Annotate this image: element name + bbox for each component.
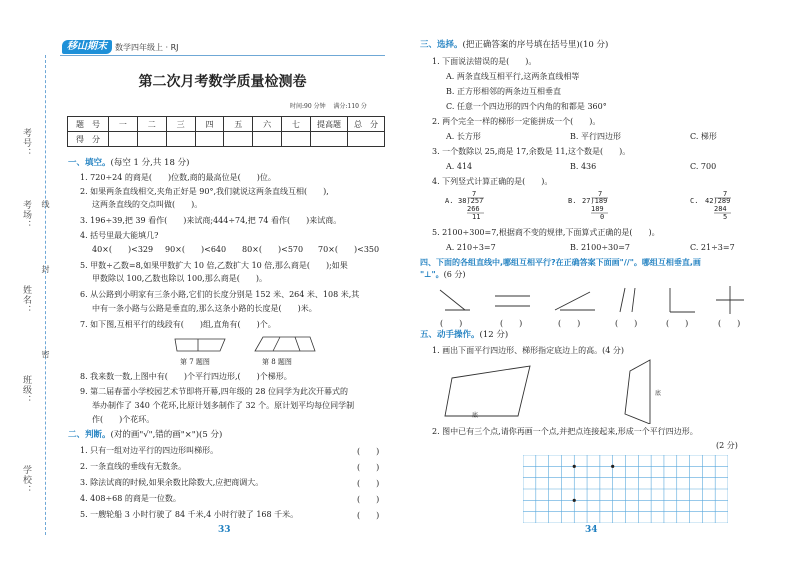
div-a-rem: 11 <box>472 213 481 221</box>
s3-q1: 1. 下面说法错误的是( )。 <box>432 57 537 66</box>
div-c-expr: 42)289 <box>705 197 731 205</box>
trapezoid-base-label: 底 <box>655 390 662 397</box>
section-4-title-2: "⊥"。 <box>420 270 444 279</box>
div-a-expr: 38)257 <box>458 197 484 205</box>
dot-grid[interactable] <box>523 455 728 523</box>
s4-answer-5[interactable]: ( ) <box>666 319 689 328</box>
fig8-line-1 <box>273 337 280 351</box>
score-col-1: 一 <box>109 117 138 132</box>
s3-q4-long-divisions <box>440 188 760 224</box>
s4-answer-1[interactable]: ( ) <box>440 319 463 328</box>
div-a-label: A. <box>445 197 454 205</box>
section-1-title: 一、填空。 <box>68 158 111 168</box>
section-1-note: (每空 1 分,共 18 分) <box>110 158 190 168</box>
grid-point <box>573 465 576 468</box>
parallelogram <box>445 366 530 416</box>
page-number-left: 33 <box>218 525 231 535</box>
score-table-header-row <box>68 117 385 132</box>
pair4-line-a <box>620 288 625 312</box>
div-b-expr: 27)189 <box>582 197 608 205</box>
s3-q5-opt-c: C. 21÷3=7 <box>690 243 735 252</box>
s1-q8: 8. 我来数一数,上图中有( )个平行四边形,( )个梯形。 <box>80 372 292 381</box>
s3-q1-opt-b: B. 正方形相邻的两条边互相垂直 <box>446 87 561 96</box>
page-number-right: 34 <box>585 525 598 535</box>
score-col-2: 二 <box>137 117 166 132</box>
div-b-rem: 0 <box>600 213 605 221</box>
score-col-total: 总 分 <box>348 117 385 132</box>
side-label-class: 班级： <box>21 375 31 405</box>
div-b-quot: 7 <box>598 190 603 198</box>
div-a-prod: 266 <box>467 205 480 213</box>
s2-answer-5[interactable]: ( ) <box>357 511 380 520</box>
s3-q4: 4. 下列竖式计算正确的是( )。 <box>432 177 553 186</box>
fig8-line-2 <box>295 337 300 351</box>
s4-line-pairs <box>430 284 760 316</box>
brand-subtitle: 数学四年级上 · RJ <box>115 42 179 52</box>
section-2-note: (对的画"√",错的画"×")(5 分) <box>110 430 223 440</box>
s1-q4-item-3: 80×( )<570 <box>242 245 304 254</box>
s2-item-1: 1. 只有一组对边平行的四边形叫梯形。 <box>80 446 219 455</box>
s1-q7: 7. 如下图,互相平行的线段有( )组,直角有( )个。 <box>80 320 276 329</box>
div-c-label: C. <box>690 197 699 205</box>
s4-answer-3[interactable]: ( ) <box>558 319 581 328</box>
s1-q4-item-2: 90×( )<640 <box>165 245 227 254</box>
score-col-7: 七 <box>282 117 311 132</box>
s3-q2: 2. 两个完全一样的梯形一定能拼成一个( )。 <box>432 117 601 126</box>
s1-q6a: 6. 从公路到小明家有三条小路,它们的长度分别是 152 米、264 米、108 米,其 <box>80 290 360 299</box>
s2-answer-1[interactable]: ( ) <box>357 447 380 456</box>
score-col-5: 五 <box>224 117 253 132</box>
score-cell[interactable] <box>166 132 195 147</box>
side-mark-line: 线 <box>41 200 50 208</box>
fig8-shape <box>255 337 315 351</box>
div-c-prod: 284 <box>714 205 727 213</box>
s3-q3-opt-c: C. 700 <box>690 162 717 171</box>
s2-answer-4[interactable]: ( ) <box>357 495 380 504</box>
s2-answer-2[interactable]: ( ) <box>357 463 380 472</box>
score-col-4: 四 <box>195 117 224 132</box>
s1-q2a: 2. 如果两条直线相交,夹角正好是 90°,我们就说这两条直线互相( ), <box>80 187 329 196</box>
score-col-label: 题 号 <box>68 117 109 132</box>
s4-answer-6[interactable]: ( ) <box>718 319 741 328</box>
section-3-note: (把正确答案的序号填在括号里)(10 分) <box>462 40 609 50</box>
s3-q3-opt-b: B. 436 <box>570 162 597 171</box>
s1-q3: 3. 196÷39,把 39 看作( )来试商;444÷74,把 74 看作( )来试商。 <box>80 216 342 225</box>
score-cell[interactable] <box>348 132 385 147</box>
grid-point <box>573 499 576 502</box>
s2-item-2: 2. 一条直线的垂线有无数条。 <box>80 462 187 471</box>
s1-q6b: 中有一条小路与公路是垂直的,那么这条小路的长度是( )米。 <box>92 304 317 313</box>
section-5-note: (12 分) <box>479 330 509 340</box>
s3-q5-opt-b: B. 2100÷30=7 <box>570 243 630 252</box>
side-mark-secret: 密 <box>41 350 50 358</box>
s2-item-5: 5. 一艘轮船 3 小时行驶了 84 千米,4 小时行驶了 168 千米。 <box>80 510 299 519</box>
s2-item-4: 4. 408÷68 的商是一位数。 <box>80 494 181 503</box>
header-rule <box>60 55 385 56</box>
s4-answer-2[interactable]: ( ) <box>500 319 523 328</box>
s5-q2-score: (2 分) <box>716 441 738 450</box>
div-b-prod: 189 <box>591 205 604 213</box>
parallelogram-base-label: 底 <box>472 412 479 419</box>
fig7-caption: 第 7 题图 <box>180 358 210 366</box>
brand-badge: 移山期末 <box>62 40 112 54</box>
side-label-exam-no: 考号： <box>21 128 31 158</box>
s5-q2: 2. 图中已有三个点,请你再画一个点,并把点连接起来,形成一个平行四边形。 <box>432 427 698 436</box>
section-5-title: 五、动手操作。 <box>420 330 480 340</box>
s1-q4: 4. 括号里最大能填几? <box>80 231 159 240</box>
score-cell[interactable] <box>109 132 138 147</box>
pair4-line-b <box>632 288 635 312</box>
s5-q1: 1. 画出下面平行四边形、梯形指定底边上的高。(4 分) <box>432 346 625 355</box>
score-cell[interactable] <box>137 132 166 147</box>
section-1-heading <box>68 158 189 169</box>
section-4-heading-line2 <box>420 270 466 280</box>
exam-time: 时间:90 分钟 <box>290 103 326 110</box>
section-4-title: 四、下面的各组直线中,哪组互相平行?在正确答案下面画"//"。哪组互相垂直,画 <box>420 258 701 267</box>
div-a-quot: 7 <box>472 190 477 198</box>
brand-logo <box>62 40 179 54</box>
score-col-6: 六 <box>253 117 282 132</box>
s2-answer-3[interactable]: ( ) <box>357 479 380 488</box>
s1-q4-item-4: 70×( )<350 <box>318 245 380 254</box>
s1-q9c: 作( )个花环。 <box>92 415 155 424</box>
section-2-title: 二、判断。 <box>68 430 111 440</box>
page-title: 第二次月考数学质量检测卷 <box>138 74 307 90</box>
s1-q5a: 5. 甲数÷乙数=8,如果甲数扩大 10 倍,乙数扩大 10 倍,那么商是( );如果 <box>80 261 348 270</box>
pair1-line-a <box>440 290 465 310</box>
fig7-shape <box>175 339 225 351</box>
section-4-note: (6 分) <box>443 270 466 279</box>
score-col-3: 三 <box>166 117 195 132</box>
s3-q1-opt-c: C. 任意一个四边形的四个内角的和都是 360° <box>446 102 607 111</box>
side-label-exam-room: 考场： <box>21 200 31 230</box>
side-label-school: 学校： <box>21 465 31 495</box>
score-cell[interactable] <box>311 132 348 147</box>
fig8-caption: 第 8 题图 <box>262 358 292 366</box>
s3-q3: 3. 一个数除以 25,商是 17,余数是 11,这个数是( )。 <box>432 147 631 156</box>
section-2-heading <box>68 430 222 441</box>
score-col-bonus: 提高题 <box>311 117 348 132</box>
score-row-label: 得 分 <box>68 132 109 147</box>
score-cell[interactable] <box>253 132 282 147</box>
score-cell[interactable] <box>282 132 311 147</box>
trapezoid <box>625 360 650 424</box>
pair3-line-a <box>555 292 590 310</box>
s1-q5b: 甲数除以 100,乙数也除以 100,那么商是( )。 <box>92 274 267 283</box>
s2-item-3: 3. 除法试商的时候,如果余数比除数大,应把商调大。 <box>80 478 264 487</box>
s1-q9b: 举办制作了 340 个花环,比原计划多制作了 32 个。原计划平均每位同学制 <box>92 401 355 410</box>
exam-meta <box>290 101 367 110</box>
side-mark-seal: 封 <box>41 265 50 273</box>
s3-q3-opt-a: A. 414 <box>446 162 473 171</box>
s3-q2-opt-b: B. 平行四边形 <box>570 132 621 141</box>
binding-line <box>45 55 46 535</box>
exam-full-score: 满分:110 分 <box>333 103 367 110</box>
s1-q9a: 9. 第二届春蕾小学校园艺术节即将开幕,四年级的 28 位同学为此次开幕式的 <box>80 387 348 396</box>
s3-q2-opt-c: C. 梯形 <box>690 132 717 141</box>
score-cell[interactable] <box>224 132 253 147</box>
score-cell[interactable] <box>195 132 224 147</box>
s3-q1-opt-a: A. 两条直线互相平行,这两条直线相等 <box>446 72 580 81</box>
side-label-name: 姓名： <box>21 285 31 315</box>
figures-7-8 <box>165 334 325 356</box>
section-3-title: 三、选择。 <box>420 40 463 50</box>
div-b-label: B. <box>568 197 577 205</box>
s3-q5: 5. 2100÷300=7,根据商不变的规律,下面算式正确的是( )。 <box>432 228 660 237</box>
s1-q2b: 这两条直线的交点叫做( )。 <box>92 200 203 209</box>
div-c-rem: 5 <box>723 213 728 221</box>
grid-point <box>611 465 614 468</box>
section-3-heading <box>420 40 608 51</box>
s1-q1: 1. 720÷24 的商是( )位数,商的最高位是( )位。 <box>80 173 276 182</box>
s1-q4-item-1: 40×( )<329 <box>92 245 154 254</box>
s3-q2-opt-a: A. 长方形 <box>446 132 481 141</box>
score-table <box>67 116 385 147</box>
score-table-score-row <box>68 132 385 147</box>
section-5-heading <box>420 330 508 341</box>
div-c-quot: 7 <box>723 190 728 198</box>
s4-answer-4[interactable]: ( ) <box>615 319 638 328</box>
s3-q5-opt-a: A. 210÷3=7 <box>446 243 496 252</box>
